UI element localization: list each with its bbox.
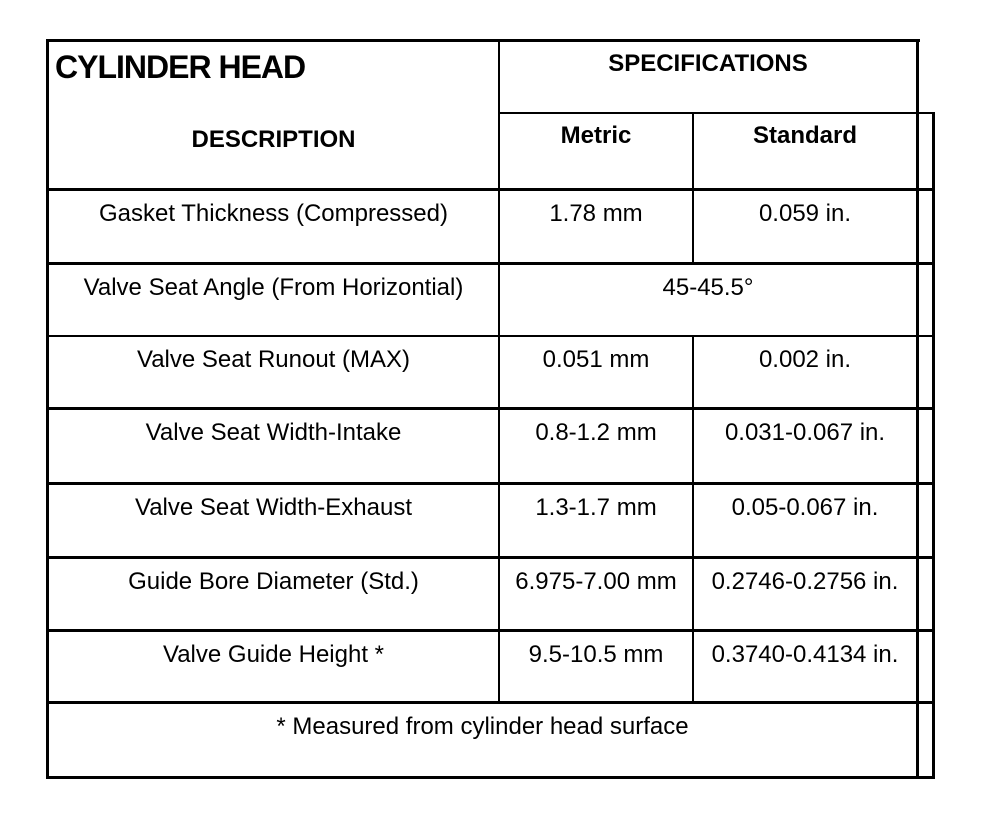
row-rule-4 (46, 482, 935, 485)
row-combined-value: 45-45.5° (662, 274, 754, 301)
row-metric: 0.051 mm (542, 346, 650, 373)
row-description: Gasket Thickness (Compressed) (98, 200, 448, 227)
row-description: Valve Seat Width-Exhaust (134, 494, 413, 521)
table-title: CYLINDER HEAD (55, 48, 306, 85)
row-description: Valve Seat Runout (MAX) (136, 346, 410, 373)
row-rule-3 (46, 407, 935, 410)
specifications-header: SPECIFICATIONS (608, 50, 808, 77)
header-bottom-rule (46, 188, 935, 191)
row-standard: 0.3740-0.4134 in. (711, 641, 899, 668)
row-rule-6 (46, 629, 935, 632)
row-description: Valve Seat Width-Intake (145, 419, 402, 446)
row-standard: 0.031-0.067 in. (724, 419, 886, 446)
metric-header: Metric (560, 122, 632, 149)
row-standard: 0.002 in. (758, 346, 852, 373)
row-standard: 0.059 in. (758, 200, 852, 227)
row-standard: 0.2746-0.2756 in. (711, 568, 899, 595)
row-metric: 1.3-1.7 mm (535, 494, 657, 521)
row-metric: 1.78 mm (549, 200, 643, 227)
description-header: DESCRIPTION (191, 126, 356, 153)
row-metric: 0.8-1.2 mm (535, 419, 657, 446)
row-description: Valve Seat Angle (From Horizontial) (83, 274, 464, 301)
row-standard: 0.05-0.067 in. (731, 494, 879, 521)
table-footnote: * Measured from cylinder head surface (276, 713, 689, 740)
row-rule-5 (46, 556, 935, 559)
table-border-right-outer (932, 113, 935, 779)
row-metric: 9.5-10.5 mm (528, 641, 664, 668)
row-metric: 6.975-7.00 mm (515, 568, 677, 595)
standard-header: Standard (752, 122, 857, 149)
row-rule-1 (46, 262, 935, 265)
row-description: Valve Guide Height * (162, 641, 384, 668)
row-description: Guide Bore Diameter (Std.) (128, 568, 419, 595)
row-rule-2 (46, 335, 935, 337)
table-border-bottom (46, 776, 935, 779)
row-rule-7 (46, 701, 935, 704)
